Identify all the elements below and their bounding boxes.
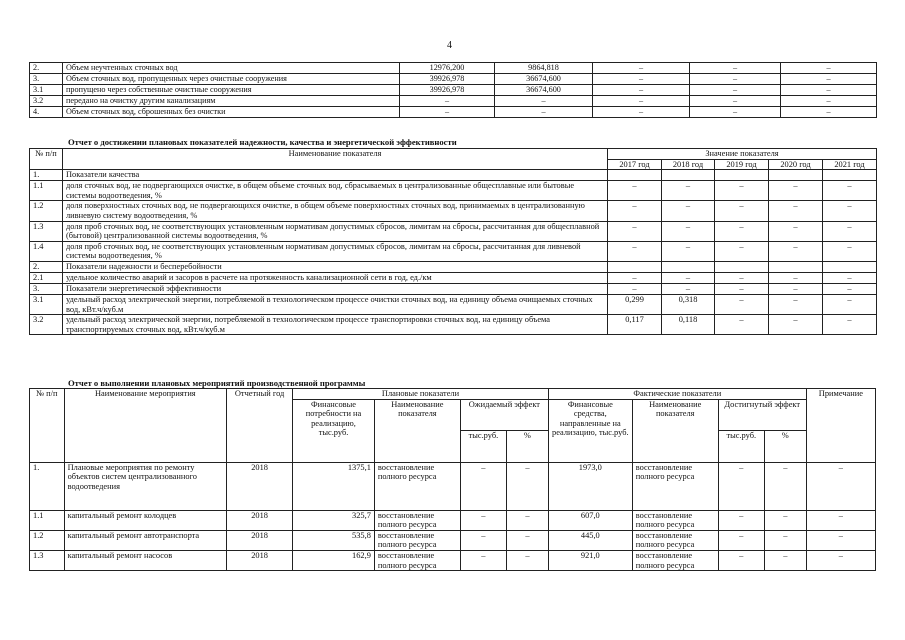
row-number: 3.2	[30, 315, 63, 335]
indicator-value: –	[769, 181, 823, 201]
expected-trub: –	[460, 530, 506, 550]
indicator-value: –	[608, 221, 662, 241]
value-cell: –	[781, 63, 877, 74]
col-header-planned: Плановые показатели	[293, 389, 549, 400]
indicator-value	[715, 261, 769, 272]
note-value: –	[806, 510, 875, 530]
expected-pct: –	[506, 462, 548, 510]
value-cell: –	[781, 85, 877, 96]
fin-need-value: 325,7	[293, 510, 375, 530]
expected-trub: –	[460, 462, 506, 510]
reliability-report-title: Отчет о достижении плановых показателей надежности, качества и энергетической эффективности	[68, 137, 457, 147]
indicator-value: –	[769, 272, 823, 283]
program-activities-table	[29, 388, 876, 571]
indicator-value: –	[715, 241, 769, 261]
table-row	[30, 85, 877, 96]
report-year: 2018	[227, 550, 293, 570]
col-header-expected-trub: тыс.руб.	[460, 431, 506, 463]
value-cell: –	[593, 107, 690, 118]
achieved-pct: –	[764, 550, 806, 570]
indicator-name: восстановление полного ресурса	[374, 462, 460, 510]
value-cell: 9864,818	[495, 63, 593, 74]
col-header-values: Значение показателя	[608, 149, 877, 160]
indicator-name: восстановление полного ресурса	[374, 530, 460, 550]
table-row	[30, 74, 877, 85]
table-row	[30, 510, 876, 530]
indicator-value: –	[823, 294, 877, 314]
table-row	[30, 315, 877, 335]
table-row	[30, 294, 877, 314]
fin-need-value: 1375,1	[293, 462, 375, 510]
row-name: Объем сточных вод, сброшенных без очистки	[63, 107, 400, 118]
achieved-trub: –	[718, 530, 764, 550]
row-number: 3.1	[30, 294, 63, 314]
table-row	[30, 241, 877, 261]
fin-spent-value: 921,0	[548, 550, 632, 570]
row-number: 2.	[30, 261, 63, 272]
indicator-value: –	[823, 272, 877, 283]
indicator-value: 0,118	[662, 315, 715, 335]
report-year: 2018	[227, 462, 293, 510]
value-cell: –	[781, 107, 877, 118]
year-header: 2021 год	[823, 159, 877, 170]
indicator-name: доля проб сточных вод, не соответствующих установленным нормативам допустимых сбросов, лимитам на сбросы, рассчитанная для общесплавной (бытовой) централизованной системы водоотведения, %	[63, 221, 608, 241]
indicator-name: удельное количество аварий и засоров в расчете на протяженность канализационной сети в год, ед./км	[63, 272, 608, 283]
indicator-value: –	[823, 201, 877, 221]
indicator-name-actual: восстановление полного ресурса	[632, 550, 718, 570]
wastewater-volume-table	[29, 62, 877, 118]
value-cell: –	[781, 96, 877, 107]
expected-pct: –	[506, 530, 548, 550]
value-cell: –	[690, 63, 781, 74]
indicator-value: –	[608, 201, 662, 221]
reliability-indicators-table	[29, 148, 877, 335]
indicator-name: доля сточных вод, не подвергающихся очистке, в общем объеме сточных вод, сбрасываемых в централизованные общесплавные или бытовые системы водоотведения, %	[63, 181, 608, 201]
indicator-value: –	[715, 181, 769, 201]
indicator-value: –	[662, 283, 715, 294]
indicator-value: –	[608, 181, 662, 201]
achieved-pct: –	[764, 510, 806, 530]
col-header-num: № п/п	[30, 149, 63, 170]
value-cell: –	[400, 107, 495, 118]
fin-spent-value: 1973,0	[548, 462, 632, 510]
achieved-pct: –	[764, 530, 806, 550]
activity-name: Плановые мероприятия по ремонту объектов систем централизованного водоотведения	[64, 462, 226, 510]
indicator-value: –	[769, 221, 823, 241]
col-header-ind-name-actual: Наименование показателя	[632, 399, 718, 462]
indicator-value: –	[823, 221, 877, 241]
indicator-value	[608, 261, 662, 272]
achieved-pct: –	[764, 462, 806, 510]
table-row	[30, 63, 877, 74]
value-cell: –	[690, 74, 781, 85]
activity-name: капитальный ремонт автотранспорта	[64, 530, 226, 550]
achieved-trub: –	[718, 550, 764, 570]
row-number: 2.	[30, 63, 63, 74]
indicator-value	[769, 170, 823, 181]
row-number: 4.	[30, 107, 63, 118]
note-value: –	[806, 462, 875, 510]
row-number: 1.4	[30, 241, 63, 261]
row-number: 2.1	[30, 272, 63, 283]
indicator-name-actual: восстановление полного ресурса	[632, 530, 718, 550]
page-number: 4	[447, 40, 452, 51]
value-cell: 36674,600	[495, 74, 593, 85]
row-name: передано на очистку другим канализациям	[63, 96, 400, 107]
row-name: Объем неучтенных сточных вод	[63, 63, 400, 74]
expected-pct: –	[506, 510, 548, 530]
activity-name: капитальный ремонт колодцев	[64, 510, 226, 530]
achieved-trub: –	[718, 462, 764, 510]
indicator-value	[823, 170, 877, 181]
indicator-value: –	[769, 283, 823, 294]
indicator-name: Показатели энергетической эффективности	[63, 283, 608, 294]
table-row	[30, 170, 877, 181]
row-number: 3.2	[30, 96, 63, 107]
activity-name: капитальный ремонт насосов	[64, 550, 226, 570]
indicator-value: –	[769, 241, 823, 261]
row-number: 3.	[30, 74, 63, 85]
indicator-value: –	[823, 241, 877, 261]
expected-trub: –	[460, 550, 506, 570]
col-header-actual: Фактические показатели	[548, 389, 806, 400]
indicator-value: 0,318	[662, 294, 715, 314]
year-header: 2017 год	[608, 159, 662, 170]
value-cell: –	[690, 96, 781, 107]
value-cell: –	[495, 107, 593, 118]
indicator-value: –	[823, 181, 877, 201]
program-report-title: Отчет о выполнении плановых мероприятий производственной программы	[68, 378, 366, 388]
col-header-achieved: Достигнутый эффект	[718, 399, 806, 431]
value-cell: –	[400, 96, 495, 107]
indicator-name: удельный расход электрической энергии, потребляемой в технологическом процессе транспортировки сточных вод, на единицу объема транспортируемых сточных вод, кВт.ч/куб.м	[63, 315, 608, 335]
indicator-name: Показатели качества	[63, 170, 608, 181]
row-number: 3.	[30, 283, 63, 294]
row-number: 1.3	[30, 550, 65, 570]
indicator-value: –	[823, 283, 877, 294]
table-row	[30, 107, 877, 118]
row-name: пропущено через собственные очистные сооружения	[63, 85, 400, 96]
indicator-value: –	[715, 315, 769, 335]
row-number: 1.	[30, 170, 63, 181]
row-number: 1.2	[30, 201, 63, 221]
achieved-trub: –	[718, 510, 764, 530]
table-row	[30, 530, 876, 550]
indicator-value: –	[608, 283, 662, 294]
table-row	[30, 272, 877, 283]
table-row	[30, 283, 877, 294]
col-header-expected: Ожидаемый эффект	[460, 399, 548, 431]
table-row	[30, 221, 877, 241]
col-header-year: Отчетный год	[227, 389, 293, 463]
fin-spent-value: 445,0	[548, 530, 632, 550]
fin-need-value: 162,9	[293, 550, 375, 570]
indicator-value: 0,299	[608, 294, 662, 314]
row-name: Объем сточных вод, пропущенных через очистные сооружения	[63, 74, 400, 85]
indicator-value: –	[608, 272, 662, 283]
col-header-expected-pct: %	[506, 431, 548, 463]
row-number: 1.2	[30, 530, 65, 550]
indicator-value: –	[715, 283, 769, 294]
row-number: 1.	[30, 462, 65, 510]
col-header-note: Примечание	[806, 389, 875, 463]
col-header-achieved-trub: тыс.руб.	[718, 431, 764, 463]
indicator-name: доля поверхностных сточных вод, не подвергающихся очистке, в общем объеме поверхностных сточных вод, принимаемых в централизованную ливневую систему водоотведения, %	[63, 201, 608, 221]
indicator-value: –	[769, 315, 823, 335]
col-header-num: № п/п	[30, 389, 65, 463]
value-cell: 39926,978	[400, 85, 495, 96]
note-value: –	[806, 530, 875, 550]
row-number: 1.1	[30, 510, 65, 530]
table-row	[30, 181, 877, 201]
expected-pct: –	[506, 550, 548, 570]
indicator-value: –	[608, 241, 662, 261]
expected-trub: –	[460, 510, 506, 530]
col-header-achieved-pct: %	[764, 431, 806, 463]
value-cell: –	[593, 74, 690, 85]
indicator-value: –	[715, 272, 769, 283]
value-cell: 12976,200	[400, 63, 495, 74]
value-cell: 36674,600	[495, 85, 593, 96]
col-header-fin-need: Финансовые потребности на реализацию, тыс.руб.	[293, 399, 375, 462]
value-cell: –	[593, 63, 690, 74]
value-cell: –	[593, 96, 690, 107]
value-cell: –	[593, 85, 690, 96]
fin-spent-value: 607,0	[548, 510, 632, 530]
year-header: 2019 год	[715, 159, 769, 170]
indicator-value: 0,117	[608, 315, 662, 335]
value-cell: 39926,978	[400, 74, 495, 85]
indicator-value: –	[769, 294, 823, 314]
year-header: 2018 год	[662, 159, 715, 170]
indicator-value: –	[769, 201, 823, 221]
fin-need-value: 535,8	[293, 530, 375, 550]
indicator-value	[608, 170, 662, 181]
indicator-value: –	[715, 294, 769, 314]
table-row	[30, 96, 877, 107]
indicator-name-actual: восстановление полного ресурса	[632, 462, 718, 510]
indicator-value	[662, 261, 715, 272]
table-row	[30, 550, 876, 570]
row-number: 3.1	[30, 85, 63, 96]
value-cell: –	[495, 96, 593, 107]
table-row	[30, 261, 877, 272]
indicator-name: доля проб сточных вод, не соответствующих установленным нормативам допустимых сбросов, лимитам на сбросы, рассчитанная для ливневой системы водоотведения, %	[63, 241, 608, 261]
indicator-name: восстановление полного ресурса	[374, 550, 460, 570]
indicator-value	[769, 261, 823, 272]
col-header-indicator: Наименование показателя	[63, 149, 608, 170]
year-header: 2020 год	[769, 159, 823, 170]
indicator-value: –	[662, 181, 715, 201]
indicator-value: –	[662, 201, 715, 221]
indicator-value: –	[662, 241, 715, 261]
indicator-name: Показатели надежности и бесперебойности	[63, 261, 608, 272]
indicator-value: –	[662, 221, 715, 241]
indicator-value	[715, 170, 769, 181]
value-cell: –	[690, 107, 781, 118]
row-number: 1.3	[30, 221, 63, 241]
indicator-value	[823, 261, 877, 272]
indicator-value: –	[715, 221, 769, 241]
indicator-value: –	[715, 201, 769, 221]
value-cell: –	[690, 85, 781, 96]
report-year: 2018	[227, 510, 293, 530]
value-cell: –	[781, 74, 877, 85]
col-header-ind-name: Наименование показателя	[374, 399, 460, 462]
table-row	[30, 201, 877, 221]
indicator-name: восстановление полного ресурса	[374, 510, 460, 530]
report-year: 2018	[227, 530, 293, 550]
indicator-value: –	[662, 272, 715, 283]
col-header-fin-spent: Финансовые средства, направленные на реализацию, тыс.руб.	[548, 399, 632, 462]
row-number: 1.1	[30, 181, 63, 201]
indicator-value	[662, 170, 715, 181]
table-row	[30, 462, 876, 510]
note-value: –	[806, 550, 875, 570]
indicator-name-actual: восстановление полного ресурса	[632, 510, 718, 530]
indicator-name: удельный расход электрической энергии, потребляемой в технологическом процессе очистки сточных вод, на единицу объема очищаемых сточных вод, кВт.ч/куб.м	[63, 294, 608, 314]
col-header-activity: Наименование мероприятия	[64, 389, 226, 463]
indicator-value: –	[823, 315, 877, 335]
